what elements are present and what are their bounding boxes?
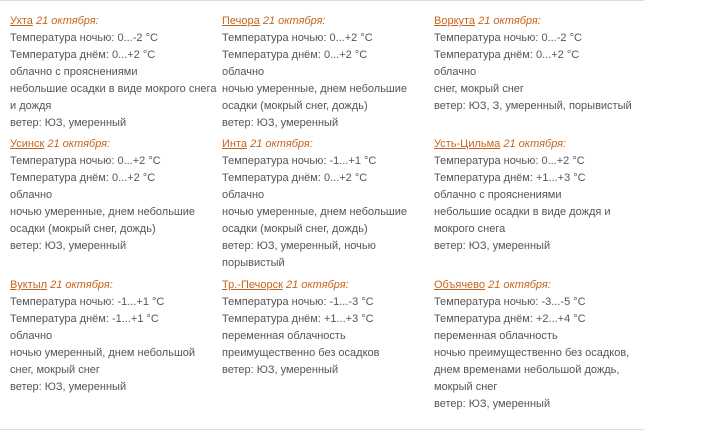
top-divider: [0, 0, 644, 1]
forecast-card: [10, 13, 215, 132]
forecast-line: Температура ночью: 0...+2 °C: [222, 32, 373, 44]
forecast-line: Температура днём: 0...+2 °C: [222, 172, 368, 184]
forecast-card: [222, 136, 427, 272]
forecast-line: облачно с прояснениями: [10, 66, 138, 78]
forecast-line: днем временами небольшой дождь,: [434, 364, 620, 376]
forecast-line: снег, мокрый снег: [434, 83, 524, 95]
forecast-line: Температура ночью: 0...-2 °C: [10, 32, 158, 44]
forecast-card: [222, 13, 427, 132]
forecast-line: и дождя: [10, 100, 52, 112]
forecast-date: 21 октября:: [478, 15, 541, 27]
forecast-line: порывистый: [222, 257, 285, 269]
forecast-card: [222, 277, 427, 379]
forecast-header: [434, 13, 639, 30]
forecast-line: ветер: ЮЗ, умеренный: [10, 381, 127, 393]
forecast-line: переменная облачность: [434, 330, 558, 342]
forecast-line: облачно: [434, 66, 477, 78]
forecast-line: Температура днём: +1...+3 °C: [222, 313, 374, 325]
forecast-line: Температура ночью: 0...+2 °C: [434, 155, 585, 167]
forecast-line: Температура днём: 0...+2 °C: [10, 49, 156, 61]
forecast-line: Температура ночью: -1...+1 °C: [10, 296, 165, 308]
city-link[interactable]: Усть-Цильма: [434, 138, 501, 150]
forecast-line: ночью умеренные, днем небольшие: [222, 206, 408, 218]
forecast-line: Температура днём: +2...+4 °C: [434, 313, 586, 325]
forecast-line: ветер: ЮЗ, умеренный, ночью: [222, 240, 376, 252]
forecast-line: ветер: ЮЗ, умеренный: [10, 117, 127, 129]
forecast-header: [222, 277, 427, 294]
forecast-date: 21 октября:: [35, 15, 99, 27]
forecast-line: Температура днём: 0...+2 °C: [434, 49, 580, 61]
city-link[interactable]: Объячево: [434, 279, 486, 291]
forecast-line: ветер: ЮЗ, умеренный: [434, 398, 551, 410]
city-link[interactable]: Тр.-Печорск: [222, 279, 283, 291]
forecast-header: [222, 136, 427, 153]
forecast-line: облачно: [222, 189, 265, 201]
forecast-line: Температура днём: 0...+2 °C: [222, 49, 368, 61]
forecast-line: ветер: ЮЗ, умеренный: [10, 240, 127, 252]
forecast-line: осадки (мокрый снег, дождь): [222, 223, 368, 235]
forecast-date: 21 октября:: [47, 138, 111, 150]
forecast-card: [434, 13, 639, 115]
forecast-header: [10, 277, 215, 294]
city-link[interactable]: Инта: [222, 138, 248, 150]
forecast-line: Температура ночью: 0...+2 °C: [10, 155, 161, 167]
forecast-line: облачно: [222, 66, 265, 78]
forecast-header: [434, 136, 639, 153]
forecast-line: Температура ночью: -1...+1 °C: [222, 155, 377, 167]
city-link[interactable]: Воркута: [434, 15, 476, 27]
forecast-line: ночью умеренный, днем небольшой: [10, 347, 196, 359]
forecast-card: [434, 277, 639, 413]
city-link[interactable]: Усинск: [10, 138, 45, 150]
forecast-header: [10, 13, 215, 30]
forecast-line: снег, мокрый снег: [10, 364, 100, 376]
forecast-line: Температура днём: -1...+1 °C: [10, 313, 159, 325]
forecast-line: Температура ночью: -1...-3 °C: [222, 296, 374, 308]
city-link[interactable]: Вуктыл: [10, 279, 48, 291]
forecast-line: облачно: [10, 189, 53, 201]
forecast-line: мокрого снега: [434, 223, 506, 235]
forecast-line: ветер: ЮЗ, умеренный: [434, 240, 551, 252]
forecast-card: [10, 277, 215, 396]
forecast-line: ночью умеренные, днем небольшие: [222, 83, 408, 95]
forecast-line: Температура днём: 0...+2 °C: [10, 172, 156, 184]
forecast-line: ночью умеренные, днем небольшие: [10, 206, 196, 218]
forecast-line: осадки (мокрый снег, дождь): [10, 223, 156, 235]
forecast-date: 21 октября:: [262, 15, 326, 27]
forecast-date: 21 октября:: [250, 138, 313, 150]
forecast-line: ветер: ЮЗ, умеренный: [222, 364, 339, 376]
forecast-line: Температура днём: +1...+3 °C: [434, 172, 586, 184]
forecast-line: облачно с прояснениями: [434, 189, 562, 201]
forecast-date: 21 октября:: [503, 138, 567, 150]
forecast-line: переменная облачность: [222, 330, 346, 342]
forecast-header: [222, 13, 427, 30]
forecast-date: 21 октября:: [50, 279, 113, 291]
forecast-header: [434, 277, 639, 294]
forecast-line: небольшие осадки в виде дождя и: [434, 206, 611, 218]
city-link[interactable]: Ухта: [10, 15, 33, 27]
forecast-header: [10, 136, 215, 153]
forecast-line: Температура ночью: 0...-2 °C: [434, 32, 582, 44]
forecast-line: Температура ночью: -3...-5 °C: [434, 296, 586, 308]
forecast-card: [10, 136, 215, 255]
city-link[interactable]: Печора: [222, 15, 260, 27]
bottom-divider: [0, 429, 644, 430]
forecast-date: 21 октября:: [488, 279, 551, 291]
forecast-line: преимущественно без осадков: [222, 347, 380, 359]
forecast-line: ветер: ЮЗ, умеренный: [222, 117, 339, 129]
forecast-line: мокрый снег: [434, 381, 498, 393]
forecast-date: 21 октября:: [285, 279, 349, 291]
forecast-line: небольшие осадки в виде мокрого снега: [10, 83, 217, 95]
forecast-line: осадки (мокрый снег, дождь): [222, 100, 368, 112]
forecast-line: облачно: [10, 330, 53, 342]
forecast-line: ночью преимущественно без осадков,: [434, 347, 630, 359]
forecast-card: [434, 136, 639, 255]
forecast-line: ветер: ЮЗ, З, умеренный, порывистый: [434, 100, 632, 112]
